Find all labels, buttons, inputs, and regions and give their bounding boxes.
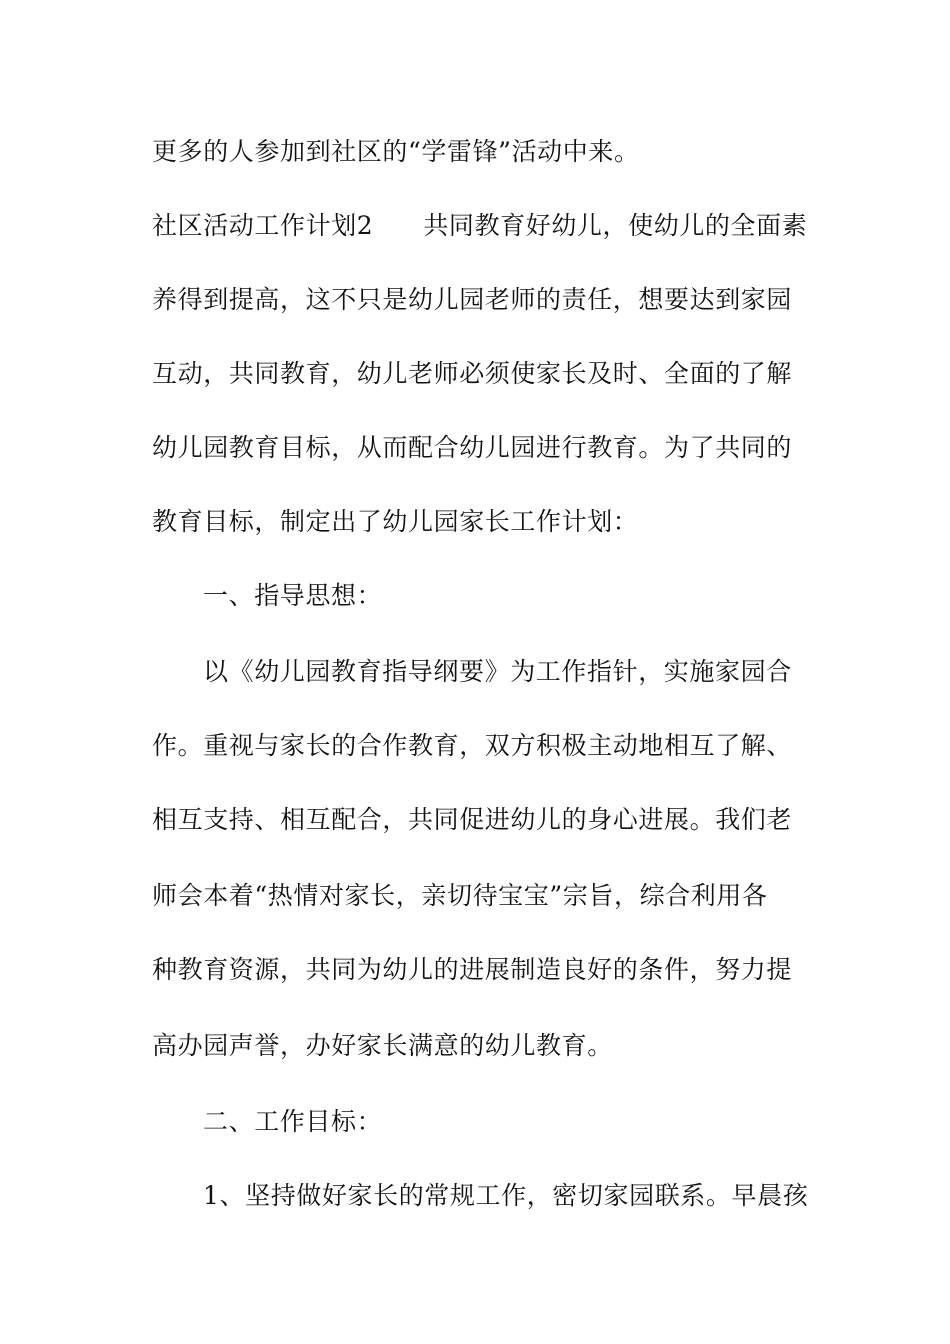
paragraph-line: 幼儿园教育目标，从而配合幼儿园进行教育。为了共同的	[152, 433, 793, 462]
paragraph-line: 种教育资源，共同为幼儿的进展制造良好的条件，努力提	[152, 955, 793, 984]
section-title: 社区活动工作计划2	[152, 211, 374, 240]
paragraph-text: 共同教育好幼儿，使幼儿的全面素	[423, 211, 808, 240]
paragraph-line: 1、坚持做好家长的常规工作，密切家园联系。早晨孩	[203, 1181, 809, 1210]
section-heading: 二、工作目标：	[203, 1107, 383, 1136]
paragraph-line: 教育目标，制定出了幼儿园家长工作计划：	[152, 507, 639, 536]
paragraph-line: 养得到提高，这不只是幼儿园老师的责任，想要达到家园	[152, 285, 793, 314]
paragraph-line: 高办园声誉，办好家长满意的幼儿教育。	[152, 1031, 613, 1060]
paragraph-line: 作。重视与家长的合作教育，双方积极主动地相互了解、	[152, 731, 793, 760]
section-heading-line	[152, 210, 807, 242]
paragraph-line: 互动，共同教育，幼儿老师必须使家长及时、全面的了解	[152, 359, 793, 388]
paragraph-line: 以《幼儿园教育指导纲要》为工作指针，实施家园合	[203, 657, 792, 686]
section-heading: 一、指导思想：	[203, 581, 383, 610]
paragraph-line: 相互支持、相互配合，共同促进幼儿的身心进展。我们老	[152, 805, 793, 834]
paragraph-line: 师会本着“热情对家长，亲切待宝宝”宗旨，综合利用各	[152, 881, 768, 910]
paragraph-line: 更多的人参加到社区的“学雷锋”活动中来。	[152, 137, 640, 166]
